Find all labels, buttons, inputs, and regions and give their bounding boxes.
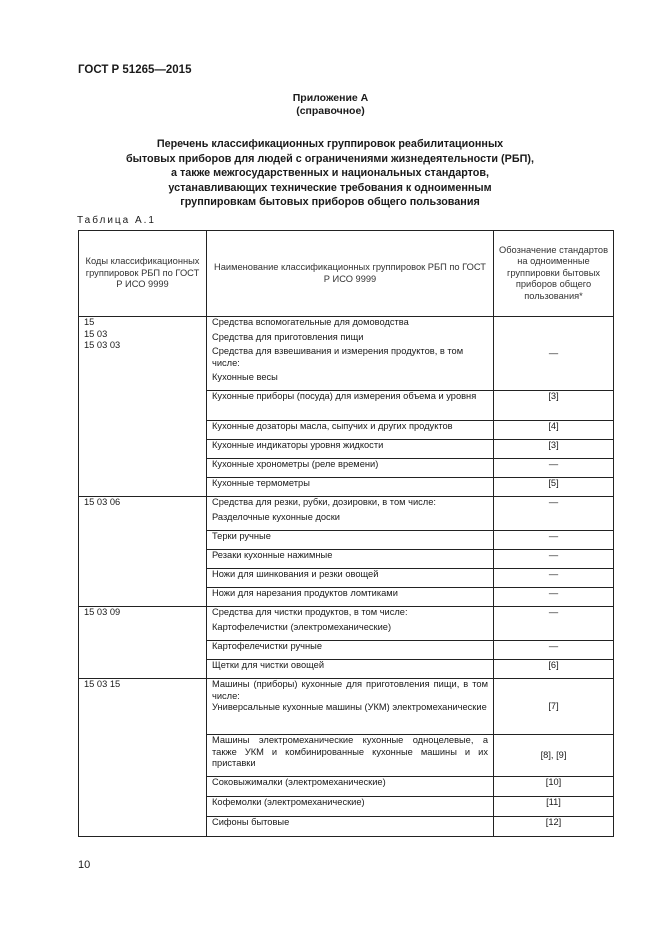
standard-cell: [4] [494, 421, 614, 440]
standard-cell: — [494, 550, 614, 569]
table-row [79, 679, 614, 735]
document-id: ГОСТ Р 51265—2015 [78, 64, 192, 76]
table-row [79, 607, 614, 641]
name-line: Машины (приборы) кухонные для приготовления пищи, в том числе: [212, 679, 488, 701]
name-cell: Кухонные хронометры (реле времени) [207, 459, 494, 478]
name-cell: Кухонные дозаторы масла, сыпучих и других продуктов [207, 421, 494, 440]
name-line: Кухонные весы [212, 372, 278, 382]
standard-cell: [3] [494, 391, 614, 421]
annex-subtitle: (справочное) [296, 105, 365, 117]
standard-cell: — [494, 569, 614, 588]
name-line: Средства для резки, рубки, дозировки, в том числе: [212, 497, 436, 507]
standard-cell: [7] [494, 679, 614, 735]
heading-line: Перечень классификационных группировок реабилитационных [156, 138, 504, 150]
standard-cell: [6] [494, 660, 614, 679]
standard-cell: — [494, 607, 614, 641]
name-line: Средства для чистки продуктов, в том числе: [212, 607, 408, 617]
standard-cell: [8], [9] [494, 735, 614, 777]
code-value: 15 [84, 317, 95, 327]
heading-line: устанавливающих технические требования к одноименным [168, 181, 492, 194]
code-value: 15 03 [84, 328, 108, 339]
name-line: Средства для приготовления пищи [212, 331, 364, 342]
name-cell: Кофемолки (электромеханические) [207, 797, 494, 817]
name-line: Универсальные кухонные машины (УКМ) электромеханические [212, 702, 487, 712]
name-cell: Кухонные индикаторы уровня жидкости [207, 440, 494, 459]
page-number: 10 [78, 859, 91, 871]
name-line: Картофелечистки (электромеханические) [212, 621, 392, 632]
name-cell: Машины электромеханические кухонные одноцелевые, а также УКМ и комбинированные кухонные машины и их приставки [207, 735, 494, 777]
name-cell [207, 497, 494, 531]
name-line: Разделочные кухонные доски [212, 511, 340, 522]
name-cell [207, 607, 494, 641]
standard-cell: — [494, 497, 614, 531]
standard-cell: — [494, 459, 614, 478]
standard-cell: [11] [494, 797, 614, 817]
header-standards: Обозначение стандартов на одноименные группировки бытовых приборов общего пользования* [494, 231, 614, 317]
standards-table [78, 230, 614, 837]
annex-title: Приложение А [292, 92, 369, 104]
code-cell: 15 03 09 [79, 607, 207, 679]
heading-line: бытовых приборов для людей с ограничениями жизнедеятельности (РБП), [126, 152, 534, 165]
name-cell: Картофелечистки ручные [207, 641, 494, 660]
document-heading [90, 137, 570, 210]
name-cell: Сифоны бытовые [207, 817, 494, 837]
header-codes: Коды классификационных группировок РБП по ГОСТ Р ИСО 9999 [79, 231, 207, 317]
name-cell: Щетки для чистки овощей [207, 660, 494, 679]
standard-cell: [3] [494, 440, 614, 459]
table-header-row [79, 231, 614, 317]
standard-cell: [5] [494, 478, 614, 497]
code-cell [79, 317, 207, 497]
standard-cell: — [494, 588, 614, 607]
name-cell [207, 317, 494, 391]
name-cell: Кухонные термометры [207, 478, 494, 497]
standard-cell: — [494, 531, 614, 550]
standard-cell: [10] [494, 777, 614, 797]
standard-cell: — [494, 317, 614, 391]
table-row [79, 317, 614, 391]
standard-cell: — [494, 641, 614, 660]
name-cell: Соковыжималки (электромеханические) [207, 777, 494, 797]
name-cell [207, 679, 494, 735]
code-cell: 15 03 15 [79, 679, 207, 837]
code-value: 15 03 03 [84, 340, 121, 350]
name-cell: Терки ручные [207, 531, 494, 550]
name-cell: Кухонные приборы (посуда) для измерения объема и уровня [207, 391, 494, 421]
name-line: Средства для взвешивания и измерения продуктов, в том числе: [212, 346, 464, 368]
name-cell: Ножи для шинкования и резки овощей [207, 569, 494, 588]
table-label: Таблица А.1 [77, 215, 156, 226]
name-cell: Ножи для нарезания продуктов ломтиками [207, 588, 494, 607]
heading-line: а также межгосударственных и национальных стандартов, [170, 167, 490, 180]
table-row [79, 497, 614, 531]
code-cell: 15 03 06 [79, 497, 207, 607]
heading-line: группировкам бытовых приборов общего пользования [180, 196, 480, 209]
header-names: Наименование классификационных группировок РБП по ГОСТ Р ИСО 9999 [207, 231, 494, 317]
standard-cell: [12] [494, 817, 614, 837]
name-cell: Резаки кухонные нажимные [207, 550, 494, 569]
name-line: Средства вспомогательные для домоводства [212, 317, 409, 327]
